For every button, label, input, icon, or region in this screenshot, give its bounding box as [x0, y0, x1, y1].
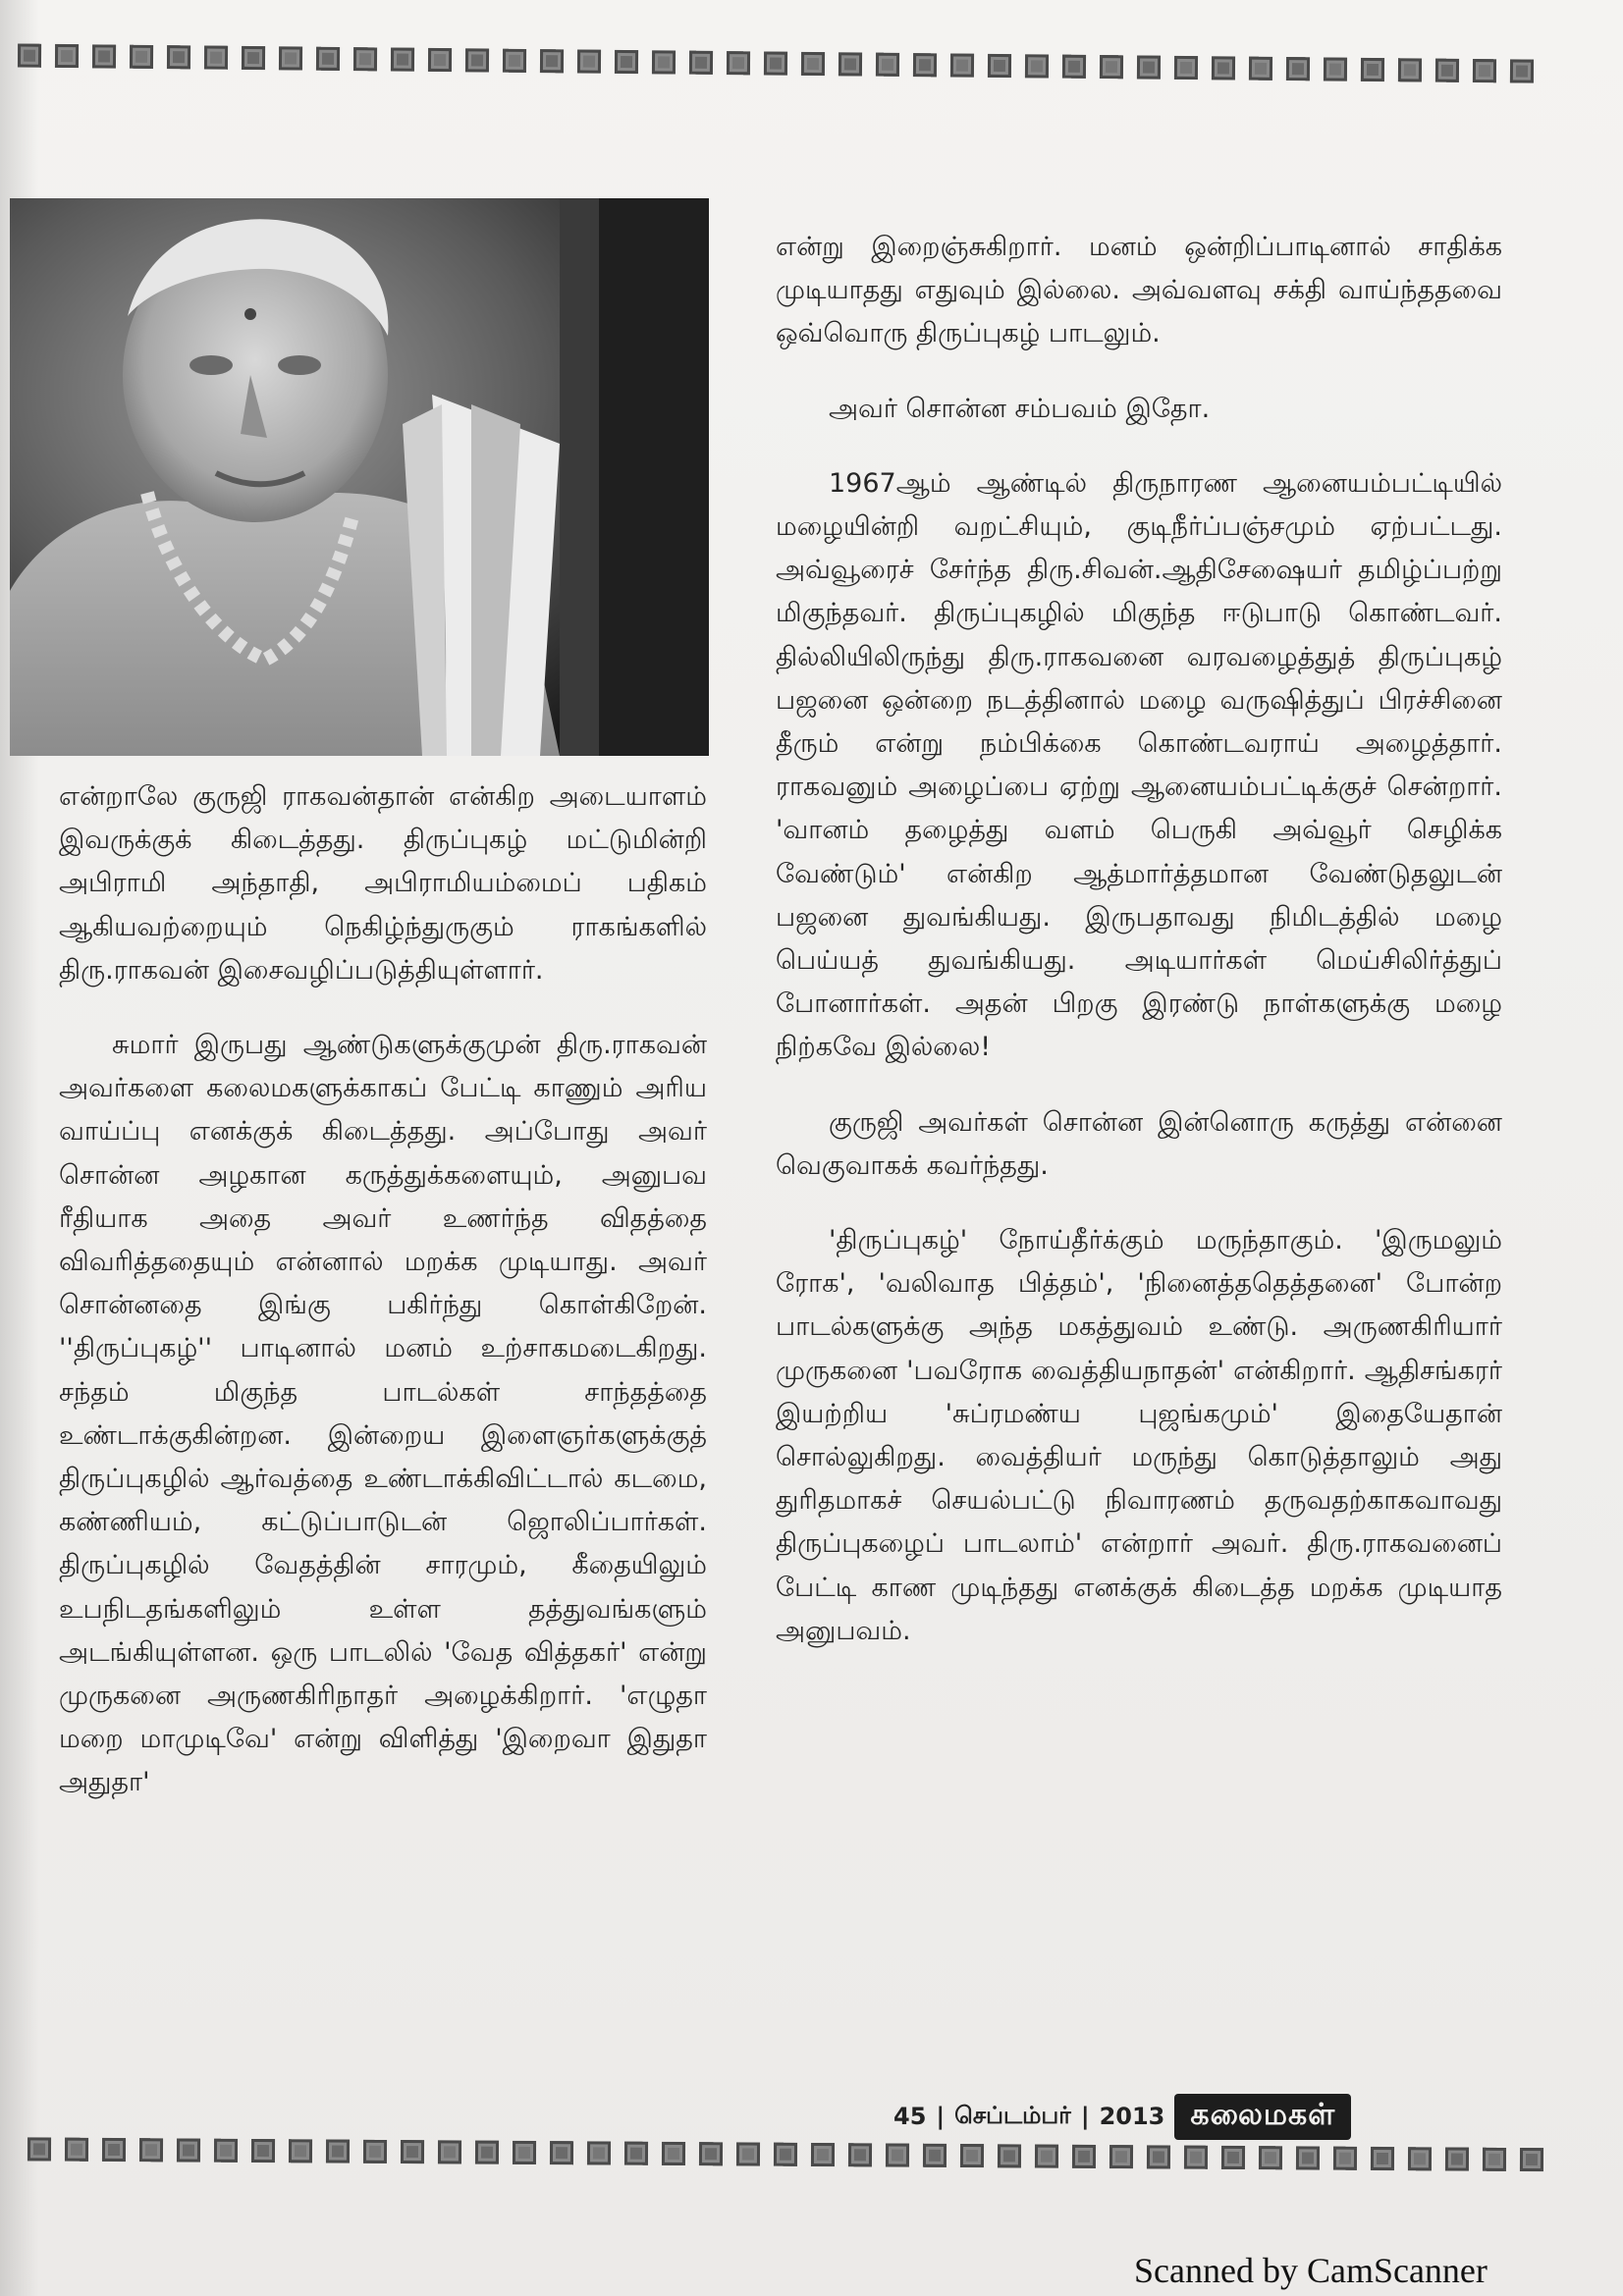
border-square: [465, 48, 489, 72]
border-square: [1510, 59, 1534, 82]
border-square: [251, 2139, 275, 2163]
border-square: [65, 2138, 88, 2162]
border-square: [950, 53, 974, 77]
scanner-watermark: Scanned by CamScanner: [1134, 2251, 1488, 2290]
footer-divider: |: [1080, 2103, 1090, 2130]
border-square: [1100, 55, 1123, 79]
right-paragraph-4: குருஜி அவர்கள் சொன்ன இன்னொரு கருத்து என்னை வெகுவாகக் கவர்ந்தது.: [776, 1106, 1502, 1181]
border-square: [363, 2140, 387, 2163]
border-square: [1221, 2146, 1245, 2169]
border-square: [279, 46, 302, 70]
page-footer: [893, 2093, 1351, 2140]
border-square: [727, 51, 750, 75]
border-square: [577, 49, 601, 73]
border-square: [774, 2143, 797, 2166]
border-square: [801, 52, 825, 76]
border-square: [1435, 59, 1459, 82]
border-square: [587, 2141, 611, 2164]
border-square: [130, 45, 153, 69]
border-square: [167, 45, 190, 69]
right-paragraph-1: என்று இறைஞ்சுகிறார். மனம் ஒன்றிப்பாடினால் சாதிக்க முடியாதது எதுவும் இல்லை. அவ்வளவு சக்தி வாய்ந்ததவை ஒவ்வொரு திருப்புகழ் பாடலும்.: [776, 232, 1502, 349]
border-square: [1445, 2147, 1469, 2170]
left-paragraph-2: சுமார் இருபது ஆண்டுகளுக்குமுன் திரு.ராகவன் அவர்களை கலைமகளுக்காகப் பேட்டி காணும் அரிய வாய்ப்பு எனக்குக் கிடைத்தது. அப்போது அவர் சொன்ன அழகான கருத்துக்களையும், அனுபவ ரீதியாக அதை அவர் உணர்ந்த விதத்தை விவரித்ததையும் என்னால் மறக்க முடியாது. அவர் சொன்னதை இங்கு பகிர்ந்து கொள்கிறேன். ''திருப்புகழ்'' பாடினால் மனம் உற்சாகமடைகிறது. சந்தம் மிகுந்த பாடல்கள் சாந்தத்தை உண்டாக்குகின்றன. இன்றைய இளைஞர்களுக்குத் திருப்புகழில் ஆர்வத்தை உண்டாக்கிவிட்டால் கடமை, கண்ணியம், கட்டுப்பாடுடன் ஜொலிப்பார்கள். திருப்புகழில் வேதத்தின் சாரமும், கீதையிலும் உபநிடதங்களிலும் உள்ள தத்துவங்களும் அடங்கியுள்ளன. ஒரு பாடலில் 'வேத வித்தகர்' என்று முருகனை அருணகிரிநாதர் அழைக்கிறார். 'எழுதா மறை மாமுடிவே' என்று விளித்து 'இறைவா இதுதா அதுதா': [59, 1030, 707, 1798]
border-square: [1184, 2146, 1208, 2169]
border-square: [92, 44, 116, 68]
bottom-decorative-border: [27, 2132, 1608, 2176]
right-paragraph-3: 1967ஆம் ஆண்டில் திருநாரண ஆனையம்பட்டியில் மழையின்றி வறட்சியும், குடிநீர்ப்பஞ்சமும் ஏற்பட்டது. அவ்வூரைச் சேர்ந்த திரு.சிவன்.ஆதிசேஷையர் தமிழ்ப்பற்று மிகுந்தவர். திருப்புகழில் மிகுந்த ஈடுபாடு கொண்டவர். தில்லியிலிருந்து திரு.ராகவனை வரவழைத்துத் திருப்புகழ் பஜனை ஒன்றை நடத்தினால் மழை வருஷித்துப் பிரச்சினை தீரும் என்று நம்பிக்கை கொண்டவராய் அழைத்தார். ராகவனும் அழைப்பை ஏற்று ஆனையம்பட்டிக்குச் சென்றார். 'வானம் தழைத்து வளம் பெருகி அவ்வூர் செழிக்க வேண்டும்' என்கிற ஆத்மார்த்தமான வேண்டுதலுடன் பஜனை துவங்கியது. இருபதாவது நிமிடத்தில் மழை பெய்யத் துவங்கியது. அடியார்கள் மெய்சிலிர்த்துப் போனார்கள். அதன் பிறகு இரண்டு நாள்களுக்கு மழை நிற்கவே இல்லை!: [776, 467, 1502, 1063]
footer-month: செப்டம்பர்: [954, 2101, 1071, 2129]
border-square: [699, 2142, 723, 2165]
border-square: [839, 52, 862, 76]
border-square: [326, 2140, 350, 2163]
border-square: [1249, 57, 1272, 80]
border-square: [214, 2139, 238, 2163]
border-square: [662, 2142, 685, 2165]
border-square: [988, 54, 1011, 78]
border-square: [1408, 2147, 1432, 2170]
border-square: [848, 2143, 872, 2166]
border-square: [876, 53, 899, 77]
border-square: [242, 46, 265, 70]
border-square: [1361, 58, 1384, 81]
border-square: [401, 2140, 424, 2163]
border-square: [503, 49, 526, 73]
border-square: [475, 2141, 499, 2164]
border-square: [624, 2142, 648, 2165]
border-square: [736, 2142, 760, 2165]
border-square: [1520, 2148, 1543, 2171]
border-square: [1324, 57, 1347, 80]
border-square: [204, 46, 228, 70]
border-square: [1025, 54, 1049, 78]
border-square: [391, 47, 414, 71]
magazine-logo: கலைமகள்: [1174, 2094, 1351, 2140]
portrait-illustration: [10, 198, 709, 756]
border-square: [1072, 2145, 1096, 2168]
border-square: [923, 2144, 947, 2167]
border-square: [27, 2137, 51, 2161]
border-square: [428, 48, 452, 72]
border-square: [1286, 57, 1310, 80]
border-square: [438, 2140, 461, 2163]
border-square: [1333, 2147, 1357, 2170]
border-square: [102, 2138, 126, 2162]
border-square: [550, 2141, 573, 2164]
portrait-photo: [10, 198, 709, 756]
page-number: 45: [893, 2103, 927, 2130]
border-square: [886, 2143, 909, 2166]
border-square: [316, 47, 340, 71]
border-square: [353, 47, 377, 71]
border-square: [289, 2139, 312, 2163]
border-square: [764, 51, 787, 75]
border-square: [998, 2144, 1021, 2167]
border-square: [960, 2144, 984, 2167]
border-square: [1147, 2145, 1170, 2168]
border-square: [913, 53, 937, 77]
border-square: [1259, 2146, 1282, 2169]
border-square: [1483, 2148, 1506, 2171]
border-square: [18, 44, 41, 68]
border-square: [652, 50, 676, 74]
border-square: [1371, 2147, 1394, 2170]
border-square: [615, 50, 638, 74]
left-column: [59, 775, 707, 1805]
border-square: [1473, 59, 1496, 82]
border-square: [1035, 2145, 1058, 2168]
border-square: [811, 2143, 835, 2166]
border-square: [1174, 56, 1198, 80]
right-column: [776, 226, 1502, 1653]
border-square: [513, 2141, 536, 2164]
top-decorative-border: [18, 39, 1608, 89]
border-square: [540, 49, 564, 73]
footer-year: 2013: [1099, 2103, 1165, 2130]
border-square: [1296, 2146, 1320, 2169]
border-square: [139, 2138, 163, 2162]
border-square: [1062, 55, 1086, 79]
border-square: [1109, 2145, 1133, 2168]
footer-divider: |: [936, 2103, 946, 2130]
left-paragraph-1: என்றாலே குருஜி ராகவன்தான் என்கிற அடையாளம் இவருக்குக் கிடைத்தது. திருப்புகழ் மட்டுமின்றி அபிராமி அந்தாதி, அபிராமியம்மைப் பதிகம் ஆகியவற்றையும் நெகிழ்ந்துருகும் ராகங்களில் திரு.ராகவன் இசைவழிப்படுத்தியுள்ளார்.: [59, 781, 707, 986]
border-square: [1137, 55, 1161, 79]
right-paragraph-5: 'திருப்புகழ்' நோய்தீர்க்கும் மருந்தாகும். 'இருமலும் ரோக', 'வலிவாத பித்தம்', 'நினைத்ததெத்தனை' போன்ற பாடல்களுக்கு அந்த மகத்துவம் உண்டு. அருணகிரியார் முருகனை 'பவரோக வைத்தியநாதன்' என்கிறார். ஆதிசங்கரர் இயற்றிய 'சுப்ரமண்ய புஜங்கமும்' இதையேதான் சொல்லுகிறது. வைத்தியர் மருந்து கொடுத்தாலும் அது துரிதமாகச் செயல்பட்டு நிவாரணம் தருவதற்காகவாவது திருப்புகழைப் பாடலாம்' என்றார் அவர். திரு.ராகவனைப் பேட்டி காண முடிந்தது எனக்குக் கிடைத்த மறக்க முடியாத அனுபவம்.: [776, 1225, 1502, 1646]
border-square: [1398, 58, 1422, 81]
border-square: [177, 2138, 200, 2162]
border-square: [689, 51, 713, 75]
right-paragraph-2: அவர் சொன்ன சம்பவம் இதோ.: [829, 393, 1211, 424]
border-square: [55, 44, 79, 68]
border-square: [1212, 56, 1235, 80]
